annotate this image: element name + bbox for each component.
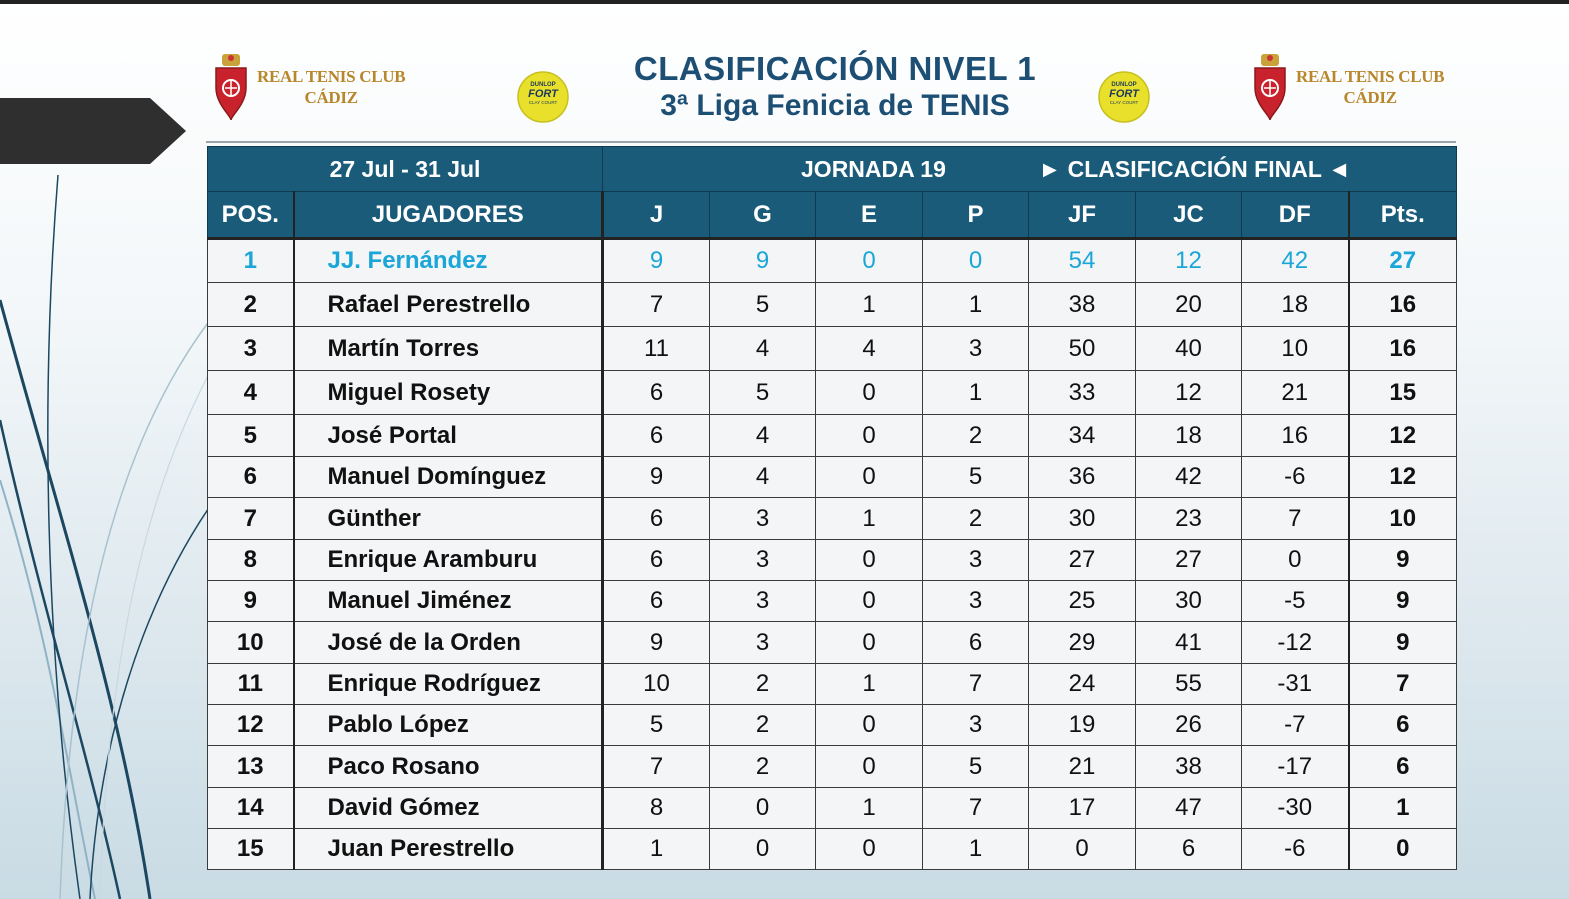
club-logo-right xyxy=(1252,52,1444,122)
table-row xyxy=(208,581,1457,622)
played-cell: 6 xyxy=(603,415,710,457)
games-for-cell: 50 xyxy=(1029,327,1136,371)
points-cell: 12 xyxy=(1349,457,1457,498)
games-for-cell: 38 xyxy=(1029,283,1136,327)
player-name-cell: José de la Orden xyxy=(294,622,603,664)
standings-table xyxy=(207,146,1457,870)
column-header: JF xyxy=(1029,192,1136,239)
games-against-cell: 41 xyxy=(1136,622,1242,664)
table-row xyxy=(208,239,1457,283)
title-block xyxy=(560,50,1110,124)
drawn-cell: 0 xyxy=(816,622,923,664)
games-diff-cell: 7 xyxy=(1242,498,1349,540)
column-header: P xyxy=(923,192,1029,239)
divider xyxy=(206,141,1456,143)
games-diff-cell: -7 xyxy=(1242,705,1349,746)
games-diff-cell: -6 xyxy=(1242,457,1349,498)
games-for-cell: 36 xyxy=(1029,457,1136,498)
games-for-cell: 21 xyxy=(1029,746,1136,788)
player-name-cell: Günther xyxy=(294,498,603,540)
played-cell: 8 xyxy=(603,788,710,829)
table-row xyxy=(208,705,1457,746)
games-against-cell: 12 xyxy=(1136,371,1242,415)
player-name-cell: Rafael Perestrello xyxy=(294,283,603,327)
games-diff-cell: -17 xyxy=(1242,746,1349,788)
played-cell: 9 xyxy=(603,622,710,664)
games-for-cell: 54 xyxy=(1029,239,1136,283)
table-row xyxy=(208,746,1457,788)
column-header: E xyxy=(816,192,923,239)
player-name-cell: JJ. Fernández xyxy=(294,239,603,283)
points-cell: 16 xyxy=(1349,283,1457,327)
games-against-cell: 20 xyxy=(1136,283,1242,327)
svg-text:CLAY COURT: CLAY COURT xyxy=(528,100,558,105)
table-header-top xyxy=(208,147,1457,192)
games-diff-cell: -12 xyxy=(1242,622,1349,664)
table-row xyxy=(208,371,1457,415)
drawn-cell: 0 xyxy=(816,581,923,622)
won-cell: 2 xyxy=(710,746,816,788)
lost-cell: 2 xyxy=(923,498,1029,540)
lost-cell: 7 xyxy=(923,788,1029,829)
points-cell: 12 xyxy=(1349,415,1457,457)
games-against-cell: 12 xyxy=(1136,239,1242,283)
svg-text:CLAY COURT: CLAY COURT xyxy=(1109,100,1139,105)
games-diff-cell: -30 xyxy=(1242,788,1349,829)
games-diff-cell: 42 xyxy=(1242,239,1349,283)
played-cell: 9 xyxy=(603,239,710,283)
lost-cell: 5 xyxy=(923,457,1029,498)
points-cell: 7 xyxy=(1349,664,1457,705)
drawn-cell: 1 xyxy=(816,498,923,540)
games-for-cell: 27 xyxy=(1029,540,1136,581)
position-cell: 15 xyxy=(208,829,294,870)
table-row xyxy=(208,664,1457,705)
games-for-cell: 24 xyxy=(1029,664,1136,705)
lost-cell: 1 xyxy=(923,283,1029,327)
games-against-cell: 18 xyxy=(1136,415,1242,457)
games-against-cell: 55 xyxy=(1136,664,1242,705)
drawn-cell: 1 xyxy=(816,664,923,705)
games-against-cell: 27 xyxy=(1136,540,1242,581)
games-against-cell: 42 xyxy=(1136,457,1242,498)
games-diff-cell: 10 xyxy=(1242,327,1349,371)
points-cell: 6 xyxy=(1349,705,1457,746)
player-name-cell: Enrique Rodríguez xyxy=(294,664,603,705)
position-cell: 12 xyxy=(208,705,294,746)
played-cell: 6 xyxy=(603,581,710,622)
club-name-line1: REAL TENIS CLUB xyxy=(257,67,406,86)
points-cell: 1 xyxy=(1349,788,1457,829)
games-for-cell: 19 xyxy=(1029,705,1136,746)
games-for-cell: 0 xyxy=(1029,829,1136,870)
position-cell: 14 xyxy=(208,788,294,829)
table-row xyxy=(208,788,1457,829)
points-cell: 9 xyxy=(1349,581,1457,622)
points-cell: 16 xyxy=(1349,327,1457,371)
lost-cell: 3 xyxy=(923,705,1029,746)
played-cell: 5 xyxy=(603,705,710,746)
position-cell: 11 xyxy=(208,664,294,705)
games-diff-cell: 18 xyxy=(1242,283,1349,327)
games-against-cell: 47 xyxy=(1136,788,1242,829)
won-cell: 0 xyxy=(710,829,816,870)
played-cell: 7 xyxy=(603,283,710,327)
position-cell: 5 xyxy=(208,415,294,457)
games-diff-cell: -5 xyxy=(1242,581,1349,622)
drawn-cell: 0 xyxy=(816,239,923,283)
column-header: J xyxy=(603,192,710,239)
stage-label: ► CLASIFICACIÓN FINAL ◄ xyxy=(1038,155,1351,182)
won-cell: 0 xyxy=(710,788,816,829)
played-cell: 6 xyxy=(603,371,710,415)
lost-cell: 5 xyxy=(923,746,1029,788)
table-row xyxy=(208,327,1457,371)
table-header-columns xyxy=(208,192,1457,239)
won-cell: 5 xyxy=(710,283,816,327)
player-name-cell: Miguel Rosety xyxy=(294,371,603,415)
drawn-cell: 0 xyxy=(816,705,923,746)
drawn-cell: 1 xyxy=(816,788,923,829)
round-info xyxy=(603,147,1457,192)
club-logo-left xyxy=(213,52,405,122)
played-cell: 6 xyxy=(603,498,710,540)
drawn-cell: 0 xyxy=(816,457,923,498)
player-name-cell: Juan Perestrello xyxy=(294,829,603,870)
player-name-cell: Manuel Jiménez xyxy=(294,581,603,622)
played-cell: 6 xyxy=(603,540,710,581)
drawn-cell: 0 xyxy=(816,746,923,788)
games-for-cell: 30 xyxy=(1029,498,1136,540)
lost-cell: 2 xyxy=(923,415,1029,457)
games-against-cell: 23 xyxy=(1136,498,1242,540)
table-row xyxy=(208,415,1457,457)
crest-icon xyxy=(1252,52,1288,122)
games-against-cell: 26 xyxy=(1136,705,1242,746)
points-cell: 15 xyxy=(1349,371,1457,415)
drawn-cell: 0 xyxy=(816,829,923,870)
player-name-cell: Pablo López xyxy=(294,705,603,746)
games-diff-cell: -31 xyxy=(1242,664,1349,705)
won-cell: 4 xyxy=(710,415,816,457)
lost-cell: 1 xyxy=(923,829,1029,870)
lost-cell: 3 xyxy=(923,581,1029,622)
lost-cell: 3 xyxy=(923,327,1029,371)
won-cell: 2 xyxy=(710,664,816,705)
lost-cell: 0 xyxy=(923,239,1029,283)
games-for-cell: 29 xyxy=(1029,622,1136,664)
position-cell: 3 xyxy=(208,327,294,371)
svg-text:FORT: FORT xyxy=(1109,88,1139,100)
won-cell: 2 xyxy=(710,705,816,746)
page-subtitle: 3ª Liga Fenicia de TENIS xyxy=(660,89,1010,122)
table-row xyxy=(208,283,1457,327)
lost-cell: 6 xyxy=(923,622,1029,664)
player-name-cell: Enrique Aramburu xyxy=(294,540,603,581)
games-against-cell: 30 xyxy=(1136,581,1242,622)
games-diff-cell: 21 xyxy=(1242,371,1349,415)
points-cell: 27 xyxy=(1349,239,1457,283)
column-header: Pts. xyxy=(1349,192,1457,239)
position-cell: 4 xyxy=(208,371,294,415)
column-header: DF xyxy=(1242,192,1349,239)
games-diff-cell: 0 xyxy=(1242,540,1349,581)
points-cell: 9 xyxy=(1349,622,1457,664)
date-range: 27 Jul - 31 Jul xyxy=(208,147,603,192)
club-name-line2: CÁDIZ xyxy=(1343,88,1397,107)
won-cell: 3 xyxy=(710,581,816,622)
position-cell: 9 xyxy=(208,581,294,622)
column-header: JUGADORES xyxy=(294,192,603,239)
won-cell: 9 xyxy=(710,239,816,283)
won-cell: 4 xyxy=(710,457,816,498)
played-cell: 7 xyxy=(603,746,710,788)
position-cell: 1 xyxy=(208,239,294,283)
games-against-cell: 6 xyxy=(1136,829,1242,870)
lost-cell: 1 xyxy=(923,371,1029,415)
played-cell: 11 xyxy=(603,327,710,371)
games-for-cell: 25 xyxy=(1029,581,1136,622)
played-cell: 10 xyxy=(603,664,710,705)
player-name-cell: Martín Torres xyxy=(294,327,603,371)
column-header: JC xyxy=(1136,192,1242,239)
drawn-cell: 0 xyxy=(816,540,923,581)
games-diff-cell: -6 xyxy=(1242,829,1349,870)
page-title: CLASIFICACIÓN NIVEL 1 xyxy=(633,50,1037,87)
points-cell: 0 xyxy=(1349,829,1457,870)
won-cell: 5 xyxy=(710,371,816,415)
column-header: POS. xyxy=(208,192,294,239)
round-label: JORNADA 19 xyxy=(801,155,946,182)
points-cell: 9 xyxy=(1349,540,1457,581)
games-for-cell: 33 xyxy=(1029,371,1136,415)
svg-text:FORT: FORT xyxy=(528,88,558,100)
position-cell: 8 xyxy=(208,540,294,581)
table-row xyxy=(208,540,1457,581)
points-cell: 6 xyxy=(1349,746,1457,788)
player-name-cell: David Gómez xyxy=(294,788,603,829)
player-name-cell: Manuel Domínguez xyxy=(294,457,603,498)
drawn-cell: 4 xyxy=(816,327,923,371)
drawn-cell: 1 xyxy=(816,283,923,327)
games-against-cell: 40 xyxy=(1136,327,1242,371)
points-cell: 10 xyxy=(1349,498,1457,540)
won-cell: 4 xyxy=(710,327,816,371)
lost-cell: 3 xyxy=(923,540,1029,581)
crest-icon xyxy=(213,52,249,122)
club-name-line1: REAL TENIS CLUB xyxy=(1296,67,1445,86)
table-row xyxy=(208,829,1457,870)
position-cell: 13 xyxy=(208,746,294,788)
section-arrow-tab xyxy=(0,98,186,164)
column-header: G xyxy=(710,192,816,239)
played-cell: 9 xyxy=(603,457,710,498)
player-name-cell: Paco Rosano xyxy=(294,746,603,788)
svg-text:DUNLOP: DUNLOP xyxy=(530,82,556,88)
table-row xyxy=(208,498,1457,540)
games-diff-cell: 16 xyxy=(1242,415,1349,457)
played-cell: 1 xyxy=(603,829,710,870)
games-for-cell: 17 xyxy=(1029,788,1136,829)
games-for-cell: 34 xyxy=(1029,415,1136,457)
position-cell: 6 xyxy=(208,457,294,498)
position-cell: 2 xyxy=(208,283,294,327)
lost-cell: 7 xyxy=(923,664,1029,705)
drawn-cell: 0 xyxy=(816,415,923,457)
table-row xyxy=(208,457,1457,498)
drawn-cell: 0 xyxy=(816,371,923,415)
position-cell: 10 xyxy=(208,622,294,664)
player-name-cell: José Portal xyxy=(294,415,603,457)
won-cell: 3 xyxy=(710,622,816,664)
svg-text:DUNLOP: DUNLOP xyxy=(1111,82,1137,88)
won-cell: 3 xyxy=(710,540,816,581)
club-name-line2: CÁDIZ xyxy=(304,88,358,107)
won-cell: 3 xyxy=(710,498,816,540)
games-against-cell: 38 xyxy=(1136,746,1242,788)
position-cell: 7 xyxy=(208,498,294,540)
table-row xyxy=(208,622,1457,664)
